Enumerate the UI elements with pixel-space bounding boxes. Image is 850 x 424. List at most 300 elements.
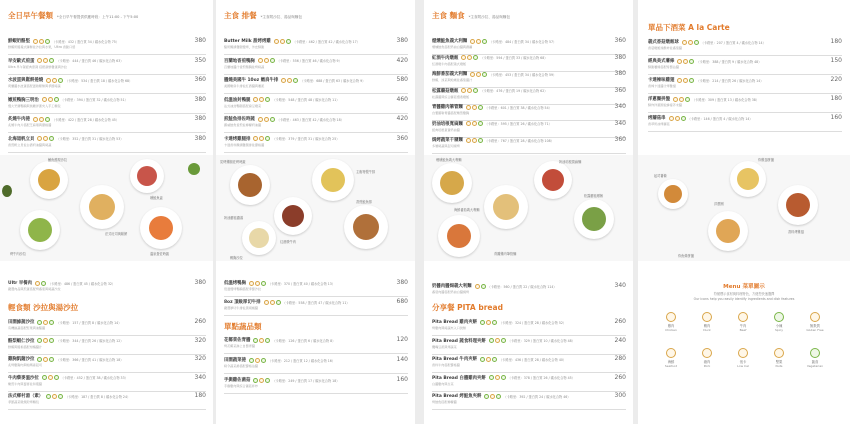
divider: [8, 354, 206, 355]
photo-caption: 燻鮭魚盅: [150, 196, 163, 200]
food-photo-snacks: [638, 155, 850, 261]
nutrition-info: （卡路里：370 / 蛋白質 40 / 碳水化合物 13）: [267, 281, 336, 286]
nutrition-info: （卡路里：146 / 蛋白質 4 / 碳水化合物 14）: [687, 116, 753, 121]
menu-item-price: 580: [396, 76, 408, 83]
dietary-icons: [42, 97, 59, 102]
menu-item-description: 有機綠蔬搭配堅果與油醋醬: [8, 326, 46, 330]
menu-item-name: 煎鮭魚排佐時蔬: [224, 117, 255, 122]
photo-caption: 鴨胸沙拉: [230, 256, 243, 260]
divider: [8, 74, 206, 75]
chicken-icon: [484, 394, 489, 399]
chicken-icon: [37, 357, 42, 362]
legend-label-zh: 鴨肉: [703, 324, 711, 328]
nutrition-info: （卡路里：452 / 蛋白質 38 / 碳水化合物 33）: [60, 376, 128, 380]
divider: [224, 296, 408, 297]
dietary-icons: [480, 357, 497, 362]
chicken-icon: [37, 58, 42, 63]
menu-item-price: 420: [396, 115, 408, 122]
spicy-icon: [259, 97, 264, 102]
nutrition-info: （卡路里：329 / 蛋白質 10 / 碳水化合物 48）: [507, 339, 575, 343]
dietary-icons: [37, 320, 54, 325]
spicy-icon: [48, 375, 53, 380]
menu-item-description: 荷蘭醬水波蛋搭配溫熱鬆餅與季節時蔬: [8, 84, 61, 88]
chicken-icon: [46, 394, 51, 399]
section-title-mains: 主食 排餐 *主食附沙拉、湯品與麵包: [224, 11, 302, 20]
photo-caption: 煙燻鮭魚義大利麵: [436, 158, 462, 162]
nutrition-info: （卡路里：595 / 蛋白質 26 / 碳水化合物 71）: [484, 122, 552, 126]
menu-item-name: 早安歐式煎蛋: [8, 58, 35, 64]
menu-item-price: 150: [830, 57, 842, 64]
vegetable-icon: [492, 357, 497, 362]
legend-title: Menu 菜單圖示: [723, 284, 765, 290]
nutrition-info: （卡路里：324 / 蛋白質 28 / 碳水化合物 52）: [499, 320, 567, 325]
spicy-icon: [683, 78, 688, 83]
dietary-icons: [682, 40, 699, 45]
chicken-icon: [677, 59, 682, 64]
menu-item-name: 牛肉藜麥溫沙拉: [8, 375, 39, 381]
nutrition-info: （卡路里：394 / 蛋白質 32 / 碳水化合物 51）: [60, 98, 128, 102]
dietary-icons: [37, 338, 54, 343]
menu-item-description: 烤鮭魚搭配檸檬醬: [432, 400, 457, 404]
dietary-icons: [258, 58, 275, 63]
legend-icon: [810, 312, 820, 322]
nutrition-info: （卡路里：534 / 蛋白質 18 / 碳水化合物 68）: [65, 78, 133, 83]
chicken-icon: [281, 78, 286, 83]
chicken-icon: [42, 97, 47, 102]
chicken-icon: [677, 78, 682, 83]
menu-item-price: 360: [614, 86, 626, 94]
chicken-icon: [274, 39, 279, 44]
spicy-icon: [683, 59, 688, 64]
legend-label-en: Gluten Free: [806, 328, 824, 332]
nutrition-info: （卡路里：688 / 蛋白質 63 / 碳水化合物 9）: [300, 78, 366, 83]
nutrition-info: （卡路里：484 / 蛋白質 34 / 碳水化合物 57）: [489, 39, 557, 44]
menu-item-name: 義式香菇燉飯球: [648, 40, 679, 45]
legend-item: [692, 348, 722, 368]
vegetable-icon: [681, 116, 686, 121]
legend-icon: [738, 312, 748, 322]
legend-label-en: Spicy: [774, 328, 784, 332]
menu-item-description: 紅酒燉牛肉搭配義式燉飯: [432, 61, 467, 66]
menu-item-price: 320: [194, 336, 206, 344]
divider: [8, 54, 206, 55]
menu-item-description: 鷹嘴豆泥與烤蔬菜: [432, 344, 457, 349]
photo-caption: 奶油培根寬扁麵: [559, 160, 582, 164]
vegetable-icon: [496, 394, 501, 399]
menu-item-description: 慢火烹調鴨胸與焦糖洋蔥夾入手工麵包: [8, 103, 61, 108]
menu-item-name: Pita Bread 白醬雞肉夾餅: [432, 375, 486, 381]
chicken-icon: [669, 116, 674, 121]
chicken-icon: [258, 58, 263, 63]
food-photo-mains: [216, 155, 415, 261]
menu-item-price: 360: [396, 134, 408, 142]
legend-label-en: Seafood: [664, 364, 678, 368]
vegetable-icon: [265, 338, 270, 343]
menu-item-price: 140: [396, 356, 408, 363]
spicy-icon: [490, 394, 495, 399]
vegetable-icon: [54, 375, 59, 380]
legend-label-zh: 牛肉: [739, 324, 747, 328]
chicken-icon: [37, 338, 42, 343]
chicken-icon: [42, 375, 47, 380]
dietary-icons: [673, 97, 690, 102]
nutrition-info: （卡路里：594 / 蛋白質 33 / 碳水化合物 68）: [480, 56, 548, 60]
legend-item: [692, 312, 722, 332]
menu-item-name: 卡達辣味雞翅: [648, 78, 675, 83]
menu-item-name: 田園綠蔬沙拉: [8, 320, 35, 325]
legend-label-zh: 無麩質: [810, 324, 820, 328]
menu-item-description: 法式油封鴨腿搭配扁豆燉菜: [224, 103, 262, 108]
legend-item: [800, 312, 830, 332]
legend-item: [764, 312, 794, 332]
divider: [224, 113, 408, 114]
chicken-icon: [33, 117, 38, 122]
divider: [8, 113, 206, 114]
divider: [224, 93, 408, 94]
menu-item-name: 經典美式薯條: [648, 59, 675, 64]
menu-item-description: 嫩煎牛肉與藜麥佐和風醬: [8, 381, 43, 386]
vegetable-icon: [49, 136, 54, 141]
legend-icon: [774, 312, 784, 322]
spicy-icon: [48, 97, 53, 102]
photo-caption: 炸魚條拼盤: [678, 254, 694, 258]
menu-item-description: 酥脆薯條搭配特製沾醬: [648, 65, 679, 69]
vegetable-icon: [482, 39, 487, 44]
nutrition-info: （卡路里：556 / 蛋白質 46 / 碳水化合物 9）: [276, 59, 342, 63]
legend-label-en: Chicken: [665, 328, 677, 332]
menu-page-snacks: [638, 0, 850, 424]
vegetable-icon: [265, 136, 270, 141]
divider: [432, 391, 626, 392]
menu-item-description: Ultra 早午餐經典套餐 搭配新鮮雞蛋與沙拉: [8, 64, 67, 69]
dietary-icons: [46, 394, 63, 399]
chicken-icon: [253, 136, 258, 141]
vegetable-icon: [492, 320, 497, 325]
menu-item-name: 奶醬肉醬焗義大利麵: [432, 284, 472, 289]
photo-caption: 紅酒燉牛肉: [280, 240, 296, 244]
chicken-icon: [466, 121, 471, 126]
menu-item-price: 180: [830, 38, 842, 45]
menu-item-price: 340: [614, 103, 626, 110]
spicy-icon: [486, 357, 491, 362]
menu-item-name: 水波蛋與鬆餅捲燒: [8, 78, 44, 83]
dietary-icons: [33, 39, 50, 44]
dietary-icons: [489, 338, 506, 343]
menu-item-description: 季節蔬菜燉煮附烤麵包: [8, 400, 39, 404]
dietary-icons: [480, 320, 497, 325]
nutrition-info: （卡路里：560 / 蛋白質 22 / 碳水化合物 114）: [487, 284, 557, 289]
chicken-icon: [264, 300, 269, 305]
menu-item-name: 雞胸凱薩沙拉: [8, 357, 35, 362]
nutrition-info: （卡路里：453 / 蛋白質 34 / 碳水化合物 59）: [489, 72, 557, 77]
vegetable-icon: [58, 78, 63, 83]
menu-item-name: 青醬雞肉筆管麵: [432, 105, 463, 110]
photo-caption: 烤牛肉沙拉: [10, 252, 26, 256]
legend-icon: [774, 348, 784, 358]
legend-description: 符號標示食材與料理特色，方便您快速選擇: [713, 292, 775, 296]
menu-item-description: 鮮蝦奶酪義式薄餅佐沙拉與水果，Ultra 香脆口感: [8, 45, 76, 49]
divider: [8, 391, 206, 392]
vegetable-icon: [689, 78, 694, 83]
divider: [8, 372, 206, 373]
dietary-icons: [37, 58, 54, 63]
spicy-icon: [52, 78, 57, 83]
spicy-icon: [472, 121, 477, 126]
vegetable-icon: [689, 59, 694, 64]
legend-label-en: Nuts: [775, 364, 783, 368]
menu-item-description: 美國嫩肩牛排佐紅酒醬與薯泥: [224, 84, 265, 88]
dietary-icons: [46, 78, 63, 83]
chicken-icon: [489, 375, 494, 380]
chicken-icon: [37, 320, 42, 325]
menu-item-price: 260: [614, 318, 626, 325]
menu-item-description: 香料牛肉搭配優格醬: [432, 363, 460, 367]
photo-caption: 香料烤雞翅: [788, 230, 804, 234]
nutrition-info: （卡路里：157 / 蛋白質 8 / 碳水化合物 14）: [56, 320, 122, 325]
legend-icon: [702, 312, 712, 322]
menu-item-description: 酥炸洋蔥圈佐蜂蜜芥末醬: [648, 103, 683, 107]
chicken-icon: [253, 378, 258, 383]
menu-item-price: 380: [194, 95, 206, 103]
menu-item-price: 260: [194, 318, 206, 325]
chicken-icon: [33, 39, 38, 44]
section-title-pita: 分享餐 PITA bread: [432, 303, 503, 312]
divider: [224, 74, 408, 75]
dietary-icons: [42, 375, 59, 380]
vegetable-icon: [501, 338, 506, 343]
legend-label-en: Beef: [739, 328, 747, 332]
menu-item-price: 260: [614, 373, 626, 381]
menu-item-name: 田園蔬菜捲: [224, 358, 246, 363]
section-title-snacks: 單品下酒菜 A la Carte: [648, 23, 730, 32]
nutrition-info: （卡路里：212 / 蛋白質 12 / 碳水化合物 16）: [267, 358, 336, 363]
nutrition-info: （卡路里：366 / 蛋白質 41 / 碳水化合物 18）: [56, 357, 124, 362]
menu-item-description: 炙烤雞胸肉與帕瑪森起司: [8, 363, 43, 367]
chicken-icon: [253, 97, 258, 102]
menu-item-name: 紅酒牛肉燉飯: [432, 55, 459, 61]
menu-item-description: 百蘭地醬汁香煎鴨胸佐烤時蔬: [224, 64, 265, 69]
divider: [432, 335, 626, 336]
chicken-icon: [461, 88, 466, 93]
photo-caption: 奶油蘑菇濃湯: [224, 216, 244, 220]
vegetable-icon: [482, 72, 487, 77]
nutrition-info: （卡路里：463 / 蛋白質 42 / 碳水化合物 18）: [276, 117, 344, 122]
dietary-icons: [475, 284, 486, 289]
menu-item-name: Pita Bread 蔬食料理夾餅: [432, 338, 486, 344]
menu-item-price: 380: [194, 37, 206, 44]
dietary-icons: [253, 338, 270, 343]
spicy-icon: [476, 72, 481, 77]
spicy-icon: [259, 136, 264, 141]
nutrition-info: （卡路里：309 / 蛋白質 13 / 碳水化合物 38）: [691, 97, 760, 102]
dietary-icons: [470, 39, 487, 44]
menu-item-description: 挪威鮭魚香煎佐檸檬奶油醬: [224, 123, 262, 127]
dietary-icons: [274, 39, 291, 44]
menu-item-price: 340: [194, 373, 206, 381]
menu-item-price: 160: [830, 114, 842, 121]
vegetable-icon: [478, 121, 483, 126]
menu-item-name: Pita Bread 烤鮭魚夾餅: [432, 394, 482, 399]
nutrition-info: （卡路里：767 / 蛋白質 28 / 碳水化合物 108）: [484, 138, 554, 143]
spicy-icon: [472, 138, 477, 143]
nutrition-info: （卡路里：476 / 蛋白質 19 / 碳水化合物 62）: [480, 89, 548, 93]
dietary-icons: [249, 358, 266, 363]
divider: [8, 93, 206, 94]
divider: [432, 372, 626, 373]
menu-item-name: Ultr 早餐肉: [8, 281, 33, 286]
nutrition-info: （卡路里：601 / 蛋白質 38 / 碳水化合物 54）: [484, 105, 552, 110]
menu-item-price: 360: [614, 37, 626, 44]
menu-item-name: 煙燻鮭魚義大利麵: [432, 39, 468, 44]
dietary-icons: [253, 136, 270, 141]
nutrition-info: （卡路里：352 / 蛋白質 31 / 碳水化合物 53）: [56, 137, 124, 141]
chicken-icon: [682, 40, 687, 45]
chicken-icon: [470, 39, 475, 44]
spicy-icon: [264, 58, 269, 63]
menu-item-name: 卡達烤雞腿排: [224, 136, 251, 142]
chicken-icon: [253, 338, 258, 343]
menu-item-description: 烤花椰菜淋上自製青醬: [224, 344, 255, 348]
spicy-icon: [43, 136, 48, 141]
vegetable-icon: [49, 58, 54, 63]
spicy-icon: [495, 375, 500, 380]
section-title-salad: 輕食類 沙拉與湯沙拉: [8, 303, 79, 312]
menu-item-description: 嚴選厚切牛排佐黑胡椒醬: [224, 306, 259, 310]
legend-item: [656, 348, 686, 368]
dietary-icons: [253, 97, 270, 102]
dietary-icons: [249, 281, 266, 286]
photo-caption: 起司薯條: [654, 174, 667, 178]
legend-label-en: Low Cal: [737, 364, 749, 368]
photo-caption: 法式吐司與鬆餅: [105, 232, 128, 236]
menu-item-description: 嚴選肉品與煎蛋搭配烤番茄與時蔬沙拉: [8, 287, 61, 291]
menu-item-name: 低溫油封鴨腿: [224, 97, 251, 103]
menu-item-description: 白醬雞肉與生菜: [432, 381, 454, 386]
chicken-icon: [461, 55, 466, 60]
food-photo-pasta: [424, 155, 633, 261]
legend-item: [728, 348, 758, 368]
divider: [432, 153, 626, 154]
nutrition-info: （卡路里：422 / 蛋白質 28 / 碳水化合物 45）: [51, 117, 120, 122]
vegetable-icon: [41, 281, 46, 286]
menu-item-description: 卡達香料醃漬雞腿排佐優格醬: [224, 142, 265, 147]
menu-item-price: 460: [396, 95, 408, 103]
divider: [224, 152, 408, 153]
menu-item-name: 鮮蝦奶酪堅: [8, 39, 30, 44]
dietary-icons: [37, 357, 54, 362]
dietary-icons: [264, 300, 281, 305]
menu-item-price: 380: [396, 279, 408, 286]
menu-item-price: 320: [194, 355, 206, 362]
spicy-icon: [486, 320, 491, 325]
chicken-icon: [480, 357, 485, 362]
vegetable-icon: [473, 88, 478, 93]
legend-label-zh: 海鮮: [667, 360, 675, 364]
dietary-icons: [33, 117, 50, 122]
chicken-icon: [249, 358, 254, 363]
spicy-icon: [43, 58, 48, 63]
menu-item-price: 350: [194, 56, 206, 64]
menu-item-name: 8oz 頂級厚切牛排: [224, 300, 261, 305]
spicy-icon: [52, 394, 57, 399]
divider: [8, 152, 206, 153]
vegetable-icon: [481, 284, 486, 289]
nutrition-info: （卡路里：344 / 蛋白質 26 / 碳水化合物 12）: [56, 339, 124, 343]
menu-item-price: 420: [396, 56, 408, 64]
menu-item-price: 340: [614, 119, 626, 127]
menu-item-name: 法式鄉村湯（素）: [8, 394, 44, 399]
chicken-icon: [673, 97, 678, 102]
menu-item-name: 洋蔥圈拼盤: [648, 97, 670, 102]
dietary-icons: [677, 59, 694, 64]
dietary-icons: [466, 121, 483, 126]
menu-item-price: 300: [614, 392, 626, 399]
menu-page-mains: [216, 0, 415, 424]
legend-item: [800, 348, 830, 368]
menu-item-name: 酪梨蝦仁沙拉: [8, 338, 35, 344]
menu-item-name: 醬燒美國牛 10oz 嫩肩牛排: [224, 78, 279, 83]
menu-item-name: Pita Bread 牛肉夾餅: [432, 357, 478, 362]
menu-item-price: 220: [830, 76, 842, 83]
vegetable-icon: [58, 394, 63, 399]
nutrition-info: （卡路里：379 / 蛋白質 31 / 碳水化合物 25）: [272, 137, 340, 141]
photo-caption: 海鮮番茄義大利麵: [454, 208, 480, 212]
divider: [224, 315, 408, 316]
spicy-icon: [39, 39, 44, 44]
chicken-icon: [470, 72, 475, 77]
spicy-icon: [255, 281, 260, 286]
nutrition-info: （卡路里：548 / 蛋白質 48 / 碳水化合物 11）: [272, 98, 340, 102]
legend-icon: [666, 348, 676, 358]
menu-page-pasta: [424, 0, 633, 424]
nutrition-info: （卡路里：392 / 蛋白質 24 / 碳水化合物 46）: [503, 394, 571, 399]
legend-item: [728, 312, 758, 332]
vegetable-icon: [694, 40, 699, 45]
spicy-icon: [39, 117, 44, 122]
vegetable-icon: [49, 338, 54, 343]
menu-item-description: 香辣卡達醬汁烤雞翅: [648, 84, 676, 88]
spicy-icon: [264, 117, 269, 122]
divider: [648, 93, 842, 94]
spicy-icon: [495, 338, 500, 343]
spicy-icon: [43, 338, 48, 343]
vegetable-icon: [45, 39, 50, 44]
menu-item-name: 手撕雞佐菌菇: [224, 378, 251, 383]
vegetable-icon: [473, 55, 478, 60]
menu-item-description: 番茄肉醬搭配奶油白醬焗烤: [432, 290, 470, 294]
photo-caption: 松露蘑菇燉飯: [584, 194, 604, 198]
spicy-icon: [467, 88, 472, 93]
nutrition-info: （卡路里：444 / 蛋白質 46 / 碳水化合物 63）: [56, 59, 124, 63]
spicy-icon: [688, 40, 693, 45]
dietary-icons: [484, 394, 501, 399]
menu-item-price: 120: [396, 336, 408, 343]
menu-item-description: 松露醬與綜合蘑菇慢煮燉飯: [432, 94, 470, 99]
divider: [8, 335, 206, 336]
nutrition-info: （卡路里：558 / 蛋白質 47 / 碳水化合物 11）: [282, 300, 350, 305]
vegetable-icon: [685, 97, 690, 102]
divider: [8, 409, 206, 410]
dietary-icons: [470, 72, 487, 77]
divider: [648, 112, 842, 113]
menu-item-description: 鮮蝦與酪梨搭配柑橘醬汁: [8, 344, 43, 349]
chicken-icon: [480, 320, 485, 325]
menu-item-name: 奶油培根寬扁麵: [432, 121, 463, 127]
divider: [432, 409, 626, 410]
chicken-icon: [258, 117, 263, 122]
vegetable-icon: [478, 105, 483, 110]
nutrition-info: （卡路里：249 / 蛋白質 17 / 碳水化合物 18）: [272, 378, 340, 383]
